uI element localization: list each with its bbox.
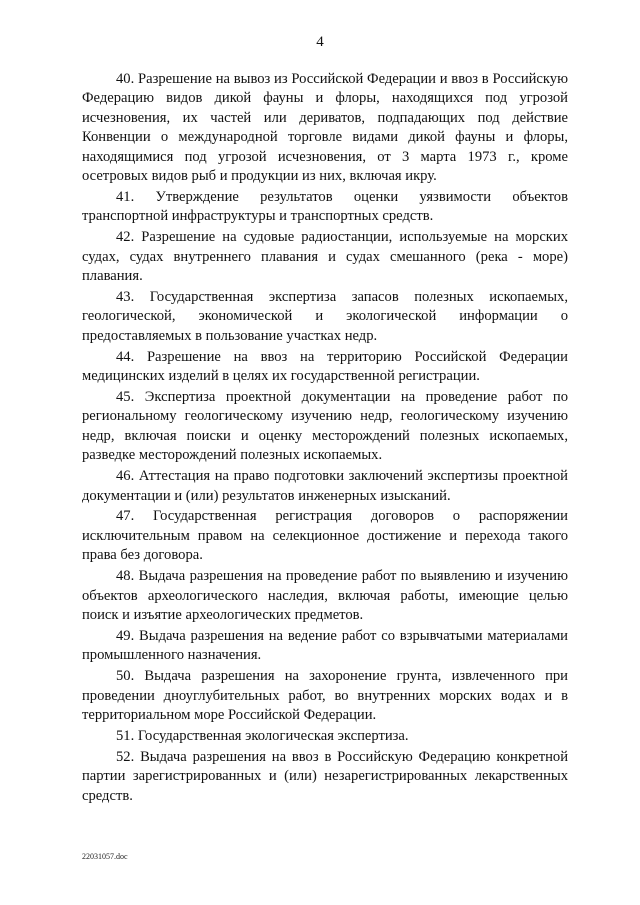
list-item-46: 46. Аттестация на право подготовки заключений экспертизы проектной документации и (или) результатов инженерных изысканий. — [82, 468, 568, 504]
list-item-47: 47. Государственная регистрация договоров о распоряжении исключительным правом на селекционное достижение и перехода такого права без договора. — [82, 508, 568, 564]
list-item-45: 45. Экспертиза проектной документации на проведение работ по региональному геологическому изучению недр, геологическому изучению недр, включая поиски и оценку месторождений полезных ископаемых, разведке месторождений полезных ископаемых. — [82, 389, 568, 464]
list-item-52: 52. Выдача разрешения на ввоз в Российскую Федерацию конкретной партии зарегистрированных и (или) незарегистрированных лекарственных средств. — [82, 748, 568, 804]
document-body — [82, 70, 568, 808]
list-item-40: 40. Разрешение на вывоз из Российской Федерации и ввоз в Российскую Федерацию видов дикой фауны и флоры, находящихся под угрозой исчезновения, их частей или дериватов, подпадающих под действие Конвенции о международной торговле видами дикой фауны и флоры, находящимися под угрозой исчезновения, от 3 марта 1973 г., кроме осетровых видов рыб и продукции из них, включая икру. — [82, 71, 568, 185]
list-item-43: 43. Государственная экспертиза запасов полезных ископаемых, геологической, экономической и экологической информации о предоставляемых в пользование участках недр. — [82, 288, 568, 344]
page-number: 4 — [316, 34, 324, 50]
list-item-48: 48. Выдача разрешения на проведение работ по выявлению и изучению объектов археологического наследия, включая работы, имеющие целью поиск и изъятие археологических предметов. — [82, 568, 568, 623]
list-item-49: 49. Выдача разрешения на ведение работ со взрывчатыми материалами промышленного назначения. — [82, 627, 568, 664]
list-item-41: 41. Утверждение результатов оценки уязвимости объектов транспортной инфраструктуры и транспортных средств. — [82, 188, 568, 225]
list-item-42: 42. Разрешение на судовые радиостанции, используемые на морских судах, судах внутреннего плавания и судах смешанного (река - море) плавания. — [82, 229, 568, 285]
list-item-50: 50. Выдача разрешения на захоронение грунта, извлеченного при проведении дноуглубительных работ, во внутренних морских водах и в территориальном море Российской Федерации. — [82, 668, 568, 723]
list-item-51: 51. Государственная экологическая экспертиза. — [116, 727, 409, 744]
footer-filename: 22031057.doc — [82, 852, 128, 861]
list-item-44: 44. Разрешение на ввоз на территорию Российской Федерации медицинских изделий в целях их государственной регистрации. — [82, 348, 568, 385]
